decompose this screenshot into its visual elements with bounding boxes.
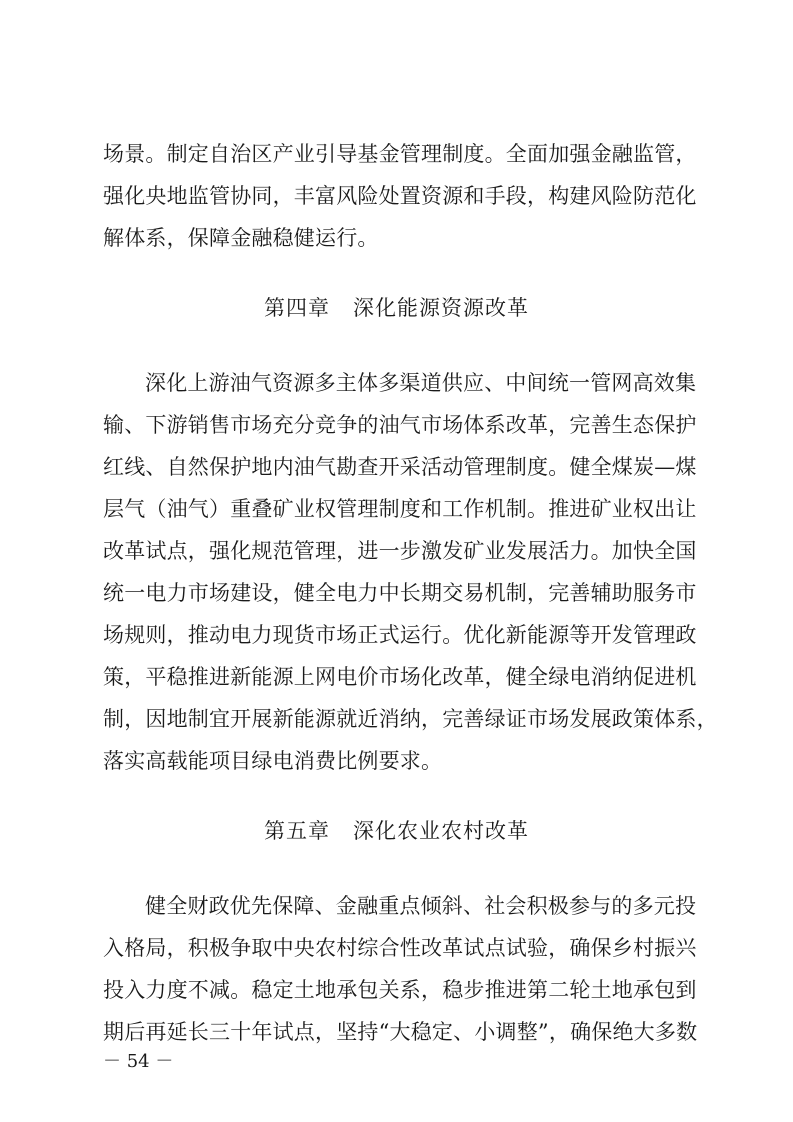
text-line: 解体系，保障金融稳健运行。 [103,226,379,250]
text-line: 入格局，积极争取中央农村综合性改革试点试验，确保乡村振兴 [103,936,697,960]
chapter-heading: 第五章 深化农业农村改革 [263,819,530,843]
text-line: 落实高载能项目绿电消费比例要求。 [103,749,443,773]
text-line: 强化央地监管协同，丰富风险处置资源和手段，构建风险防范化 [103,184,697,208]
text-line: 层气（油气）重叠矿业权管理制度和工作机制。推进矿业权出让 [103,497,697,521]
text-line: 输、下游销售市场充分竞争的油气市场体系改革，完善生态保护 [103,413,697,437]
chapter-heading: 第四章 深化能源资源改革 [263,296,530,320]
text-line: 策，平稳推进新能源上网电价市场化改革，健全绿电消纳促进机 [103,665,697,689]
text-line: 红线、自然保护地内油气勘查开采活动管理制度。健全煤炭—煤 [103,455,697,479]
text-line: 期后再延长三十年试点，坚持“大稳定、小调整”，确保绝大多数 [103,1020,698,1044]
text-line: 投入力度不减。稳定土地承包关系，稳步推进第二轮土地承包到 [103,978,697,1002]
text-line: 统一电力市场建设，健全电力中长期交易机制，完善辅助服务市 [103,581,697,605]
text-line: 深化上游油气资源多主体多渠道供应、中间统一管网高效集 [145,371,697,395]
text-line: 制，因地制宜开展新能源就近消纳，完善绿证市场发展政策体系， [103,707,718,731]
text-line: 场规则，推动电力现货市场正式运行。优化新能源等开发管理政 [103,623,697,647]
page-number: － 54 － [103,1051,174,1072]
text-line: 健全财政优先保障、金融重点倾斜、社会积极参与的多元投 [145,894,697,918]
text-line: 改革试点，强化规范管理，进一步激发矿业发展活力。加快全国 [103,539,697,563]
text-line: 场景。制定自治区产业引导基金管理制度。全面加强金融监管， [103,142,697,166]
